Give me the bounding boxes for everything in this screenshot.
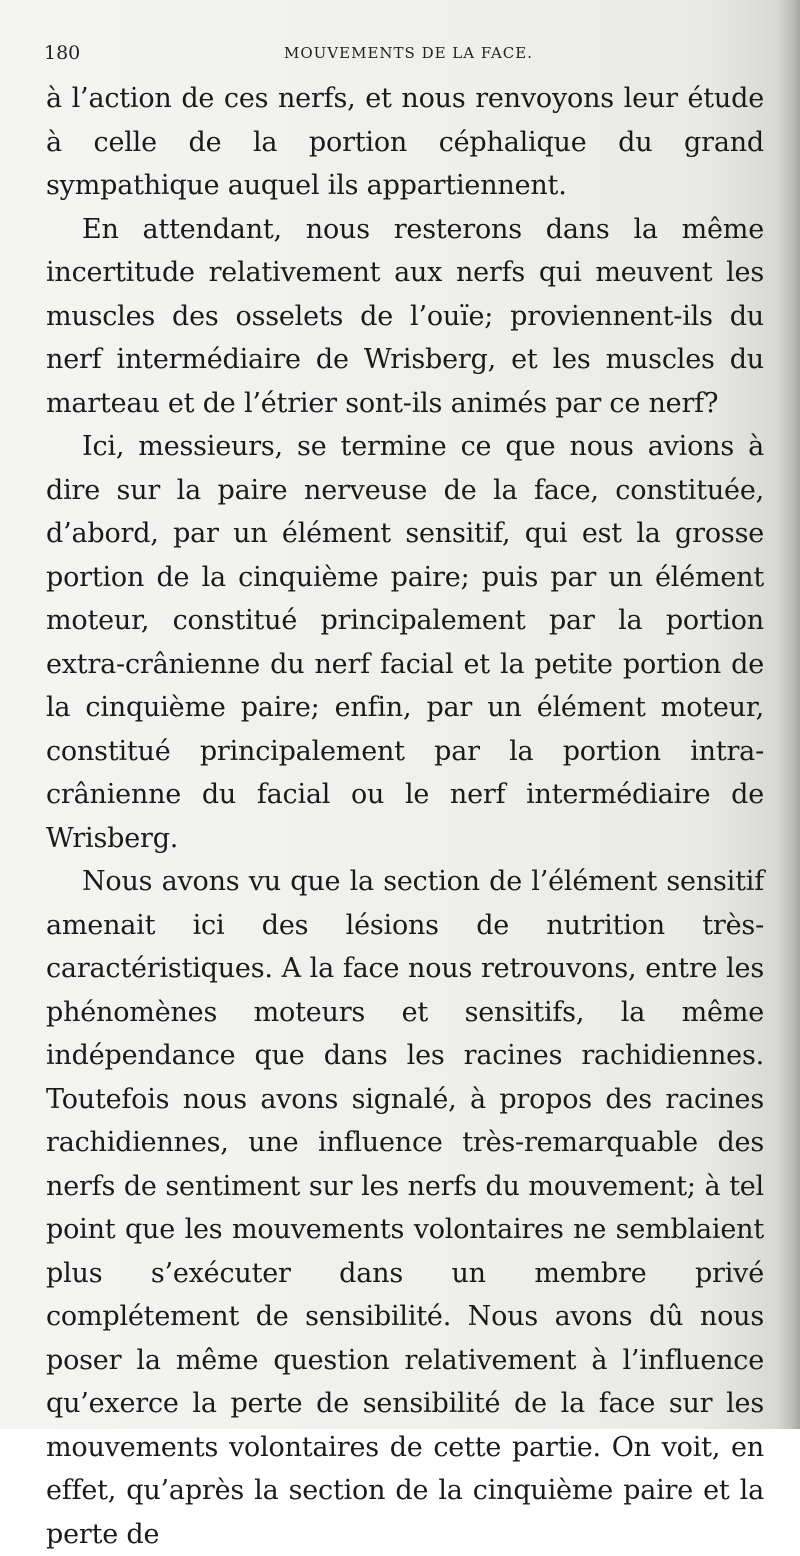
paragraph: Nous avons vu que la section de l’élément sensitif amenait ici des lésions de nutrition très-caractéristiques. A la face nous retrouvons, entre les phénomènes moteurs et sensitifs, la même indépendance que dans les racines rachidiennes. Toutefois nous avons signalé, à propos des racines rachidiennes, une influence très-remarquable des nerfs de sentiment sur les nerfs du mouvement; à tel point que les mouvements volontaires ne semblaient plus s’exécuter dans un membre privé complétement de sensibilité. Nous avons dû nous poser la même question relativement à l’influence qu’exerce la perte de sensibilité de la face sur les mouvements volontaires de cette partie. On voit, en effet, qu’après la section de la cinquième paire et la perte de xyxy=(46,866,764,1550)
page-edge-shadow xyxy=(778,0,800,1429)
body-text xyxy=(46,77,764,1556)
paragraph: En attendant, nous resterons dans la même incertitude relativement aux nerfs qui meuvent les muscles des osselets de l’ouïe; proviennent-ils du nerf intermédiaire de Wrisberg, et les muscles du marteau et de l’étrier sont-ils animés par ce nerf? xyxy=(46,213,764,419)
page-header xyxy=(44,40,760,70)
page-number: 180 xyxy=(44,42,81,64)
paragraph-continuation: à l’action de ces nerfs, et nous renvoyons leur étude à celle de la portion céphalique du grand sympathique auquel ils appartiennent. xyxy=(46,83,764,201)
paragraph: Ici, messieurs, se termine ce que nous avions à dire sur la paire nerveuse de la face, constituée, d’abord, par un élément sensitif, qui est la grosse portion de la cinquième paire; puis par un élément moteur, constitué principalement par la portion extra-crânienne du nerf facial et la petite portion de la cinquième paire; enfin, par un élément moteur, constitué principalement par la portion intra-crânienne du facial ou le nerf intermédiaire de Wrisberg. xyxy=(46,431,764,854)
running-title: MOUVEMENTS DE LA FACE. xyxy=(284,44,533,62)
